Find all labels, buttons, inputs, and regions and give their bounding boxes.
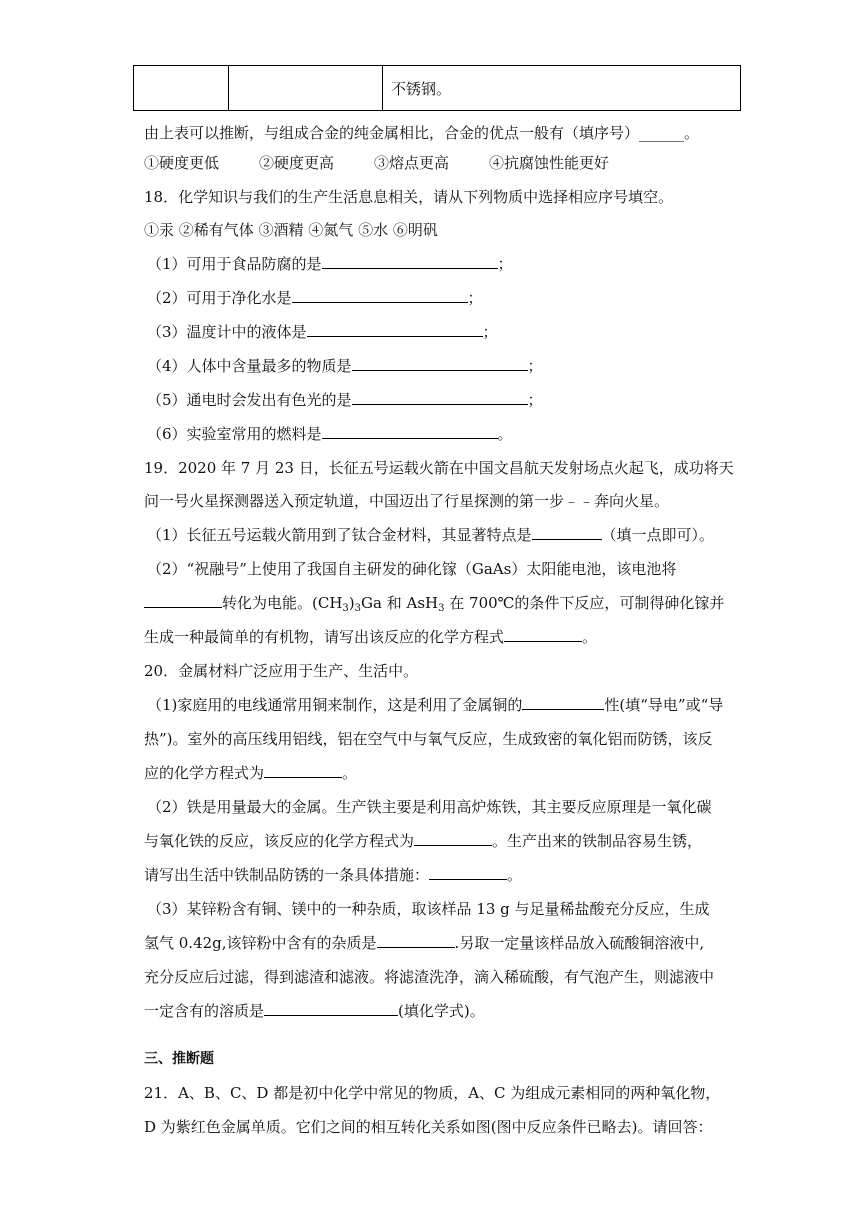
item-text: 。生产出来的铁制品容易生锈， [492, 832, 703, 850]
question-20-part-2-line-3 [144, 865, 522, 885]
question-18-options: ①汞 ②稀有气体 ③酒精 ④氮气 ⑤水 ⑥明矾 [144, 221, 438, 239]
inference-line: 由上表可以推断，与组成合金的纯金属相比，合金的优点一般有（填序号）______。 [144, 124, 700, 142]
answer-blank[interactable] [322, 424, 498, 439]
punct: ； [527, 357, 543, 375]
item-text: （1）可用于食品防腐的是 [147, 255, 322, 273]
subscript: 3 [342, 603, 349, 614]
option-1: ①硬度更低 [144, 154, 220, 172]
punct: 。 [497, 425, 513, 443]
item-text: 性(填“导电”或“导 [604, 696, 724, 714]
question-20-part-2-line-2 [144, 831, 702, 851]
item-text: 与氧化铁的反应，该反应的化学方程式为 [144, 832, 415, 850]
item-text: 请写出生活中铁制品防锈的一条具体措施： [144, 866, 430, 884]
question-19-part-2-line-3 [144, 627, 597, 647]
answer-blank[interactable] [504, 627, 582, 642]
punct: ； [527, 391, 543, 409]
punct: 。 [342, 764, 358, 782]
item-text: 氢气 0.42g,该锌粉中含有的杂质是 [144, 934, 377, 952]
answer-blank[interactable] [292, 288, 468, 303]
question-19-stem-line-1: 19．2020 年 7 月 23 日，长征五号运载火箭在中国文昌航天发射场点火起飞，成功将天 [144, 459, 734, 477]
question-21-stem-line-1: 21．A、B、C、D 都是初中化学中常见的物质，A、C 为组成元素相同的两种氧化物， [144, 1084, 721, 1102]
section-heading: 三、推断题 [144, 1051, 214, 1067]
punct: ； [497, 255, 513, 273]
question-20-part-3-line-3: 充分反应后过滤，得到滤渣和滤液。将滤渣洗净，滴入稀硫酸，有气泡产生，则滤液中 [144, 968, 715, 986]
question-19-stem-line-2: 问一号火星探测器送入预定轨道，中国迈出了行星探测的第一步﹣﹣奔向火星。 [144, 492, 670, 510]
item-text: 在 700℃的条件下反应，可制得砷化镓并 [444, 594, 725, 612]
item-text: (填化学式)。 [398, 1002, 485, 1020]
answer-blank[interactable] [532, 525, 602, 540]
question-20-part-2-line-1: （2）铁是用量最大的金属。生产铁主要是利用高炉炼铁，其主要反应原理是一氧化碳 [147, 798, 712, 816]
question-20-part-3-line-4 [144, 1001, 485, 1021]
answer-blank[interactable] [352, 390, 528, 405]
answer-blank[interactable] [522, 695, 604, 710]
option-3: ③熔点更高 [374, 154, 450, 172]
punct: 。 [507, 866, 523, 884]
item-text: .另取一定量该样品放入硫酸铜溶液中, [454, 934, 705, 952]
question-20-part-1-line-1 [147, 695, 723, 715]
table-cell-text: 不锈钢。 [383, 66, 741, 111]
item-text: （1)家庭用的电线通常用铜来制作，这是利用了金属铜的 [147, 696, 523, 714]
question-19-part-2-line-1: （2）“祝融号”上使用了我国自主研发的砷化镓（GaAs）太阳能电池，该电池将 [147, 560, 677, 578]
item-text: 一定含有的溶质是 [144, 1002, 265, 1020]
answer-blank[interactable] [377, 933, 455, 948]
table-cell-empty-2 [229, 66, 383, 111]
item-text: Ga 和 AsH [361, 594, 439, 612]
item-text: （3）温度计中的液体是 [147, 323, 307, 341]
options-line [144, 153, 609, 173]
answer-blank[interactable] [307, 322, 483, 337]
question-20-part-3-line-1: （3）某锌粉含有铜、镁中的一种杂质，取该样品 13 g 与足量稀盐酸充分反应，生成 [147, 900, 710, 918]
subscript: 3 [438, 603, 445, 614]
question-18-item-3 [147, 322, 498, 342]
answer-blank[interactable] [264, 1001, 398, 1016]
table-fragment [133, 65, 741, 111]
item-text: （4）人体中含量最多的物质是 [147, 357, 352, 375]
question-18-item-4 [147, 356, 543, 376]
answer-blank[interactable] [352, 356, 528, 371]
item-text: 应的化学方程式为 [144, 764, 265, 782]
answer-blank[interactable] [414, 831, 492, 846]
question-18-item-5 [147, 390, 543, 410]
table-cell-empty-1 [134, 66, 229, 111]
punct: 。 [582, 628, 598, 646]
option-2: ②硬度更高 [259, 154, 335, 172]
question-20-part-3-line-2 [144, 933, 704, 953]
item-text: （2）可用于净化水是 [147, 289, 292, 307]
punct: ； [482, 323, 498, 341]
question-20-part-1-line-3 [144, 763, 357, 783]
item-text: （填一点即可）。 [601, 526, 715, 544]
question-21-stem-line-2: D 为紫红色金属单质。它们之间的相互转化关系如图(图中反应条件已略去)。请回答： [144, 1118, 713, 1136]
question-20-stem: 20．金属材料广泛应用于生产、生活中。 [144, 662, 419, 680]
question-19-part-2-line-2 [144, 593, 724, 619]
item-text: （1）长征五号运载火箭用到了钛合金材料，其显著特点是 [147, 526, 532, 544]
answer-blank[interactable] [144, 593, 222, 608]
item-text: （6）实验室常用的燃料是 [147, 425, 322, 443]
question-20-part-1-line-2: 热”)。室外的高压线用铝线，铝在空气中与氧气反应，生成致密的氧化铝而防锈，该反 [144, 730, 713, 748]
item-text: 生成一种最简单的有机物，请写出该反应的化学方程式 [144, 628, 505, 646]
answer-blank[interactable] [264, 763, 342, 778]
punct: ； [467, 289, 483, 307]
item-text: ) [348, 594, 355, 612]
subscript: 3 [354, 603, 362, 614]
item-text: 转化为电能。(CH [222, 594, 343, 612]
question-18-item-2 [147, 288, 483, 308]
question-19-part-1 [147, 525, 714, 545]
question-18-stem: 18．化学知识与我们的生产生活息息相关，请从下列物质中选择相应序号填空。 [144, 188, 674, 206]
option-4: ④抗腐蚀性能更好 [489, 154, 610, 172]
question-18-item-1 [147, 254, 513, 274]
question-18-item-6 [147, 424, 513, 444]
answer-blank[interactable] [429, 865, 507, 880]
item-text: （5）通电时会发出有色光的是 [147, 391, 352, 409]
answer-blank[interactable] [322, 254, 498, 269]
